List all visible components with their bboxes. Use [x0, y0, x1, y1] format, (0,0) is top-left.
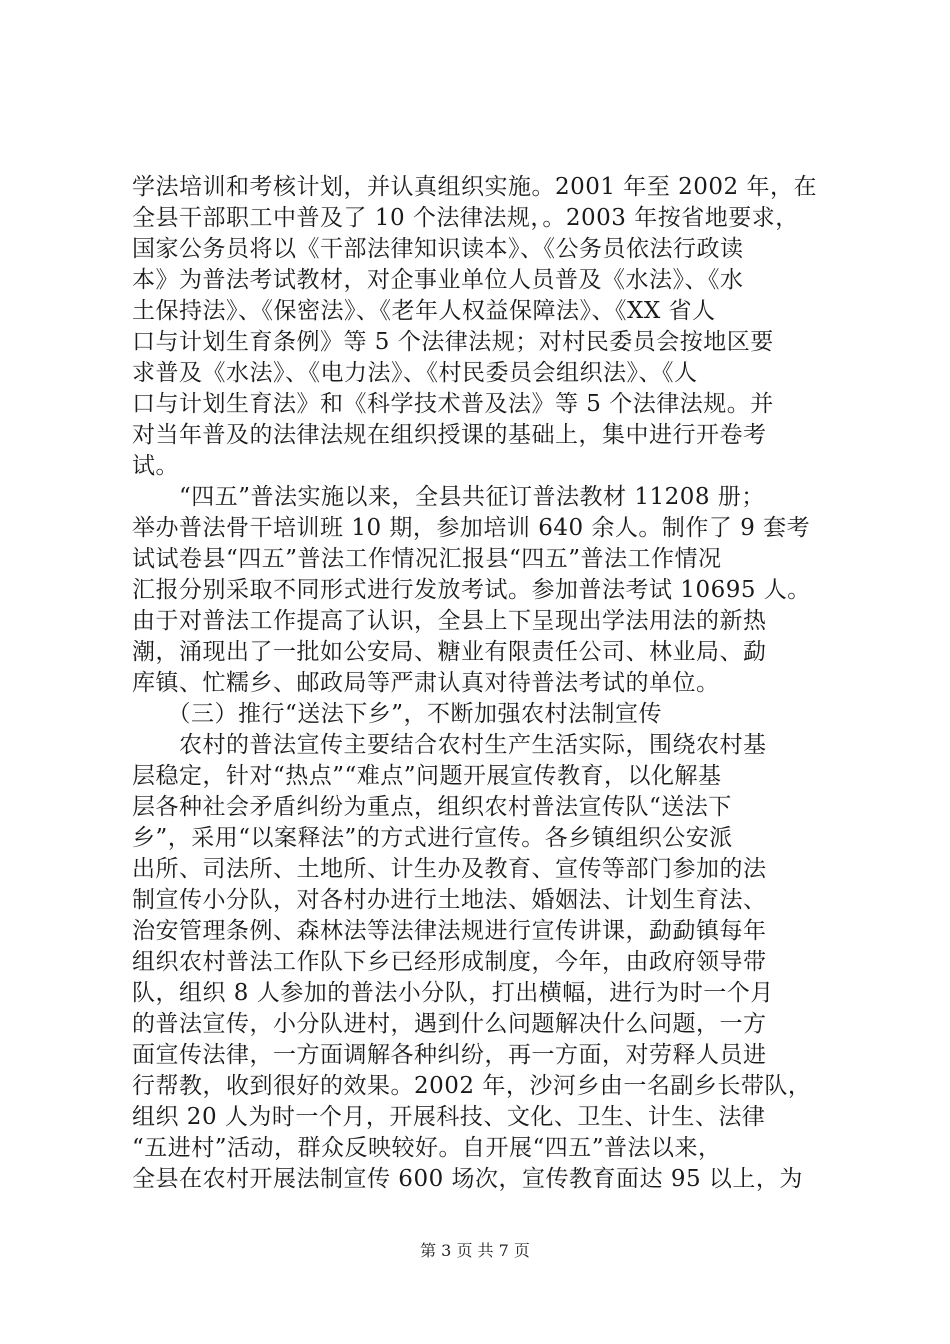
text-line: 组织农村普法工作队下乡已经形成制度，今年，由政府领导带	[132, 949, 767, 975]
text-line: 全县在农村开展法制宣传 600 场次，宣传教育面达 95 以上，为	[132, 1166, 803, 1192]
text-line: 本》为普法考试教材，对企事业单位人员普及《水法》、《水	[132, 267, 744, 293]
text-line: 面宣传法律，一方面调解各种纠纷，再一方面，对劳释人员进	[132, 1042, 767, 1068]
text-line: 国家公务员将以《干部法律知识读本》、《公务员依法行政读	[132, 236, 744, 262]
text-line: 组织 20 人为时一个月，开展科技、文化、卫生、计生、法律	[132, 1104, 766, 1130]
text-line: 库镇、忙糯乡、邮政局等严肃认真对待普法考试的单位。	[132, 670, 720, 696]
text-line: 的普法宣传，小分队进村，遇到什么问题解决什么问题，一方	[132, 1011, 767, 1037]
text-line: 试试卷县“四五”普法工作情况汇报县“四五”普法工作情况	[132, 546, 722, 572]
text-line: 由于对普法工作提高了认识，全县上下呈现出学法用法的新热	[132, 608, 767, 634]
text-line: 土保持法》、《保密法》、《老年人权益保障法》、《XX 省人	[132, 298, 716, 324]
text-line: “五进村”活动，群众反映较好。自开展“四五”普法以来，	[132, 1135, 722, 1161]
text-line: （三）推行“送法下乡”，不断加强农村法制宣传	[132, 701, 663, 727]
text-line: 治安管理条例、森林法等法律法规进行宣传讲课，勐勐镇每年	[132, 918, 767, 944]
text-line: 行帮教，收到很好的效果。2002 年，沙河乡由一名副乡长带队，	[132, 1073, 812, 1099]
text-line: 口与计划生育条例》等 5 个法律法规；对村民委员会按地区要	[132, 329, 774, 355]
text-line: 层各种社会矛盾纠纷为重点，组织农村普法宣传队“送法下	[132, 794, 732, 820]
body-text	[132, 172, 842, 1195]
text-line: 潮，涌现出了一批如公安局、糖业有限责任公司、林业局、勐	[132, 639, 767, 665]
text-line: 农村的普法宣传主要结合农村生产生活实际，围绕农村基	[132, 732, 767, 758]
text-line: 试。	[132, 453, 179, 479]
text-line: 制宣传小分队，对各村办进行土地法、婚姻法、计划生育法、	[132, 887, 767, 913]
text-line: 汇报分别采取不同形式进行发放考试。参加普法考试 10695 人。	[132, 577, 811, 603]
text-line: 学法培训和考核计划，并认真组织实施。2001 年至 2002 年，在	[132, 174, 817, 200]
text-line: 求普及《水法》、《电力法》、《村民委员会组织法》、《人	[132, 360, 698, 386]
text-line: 全县干部职工中普及了 10 个法律法规，。2003 年按省地要求，	[132, 205, 799, 231]
page-footer: 第 3 页 共 7 页	[420, 1241, 530, 1260]
text-line: 层稳定，针对“热点”“难点”问题开展宣传教育，以化解基	[132, 763, 722, 789]
text-line: 出所、司法所、土地所、计生办及教育、宣传等部门参加的法	[132, 856, 767, 882]
text-line: 乡”，采用“以案释法”的方式进行宣传。各乡镇组织公安派	[132, 825, 733, 851]
text-line: “四五”普法实施以来，全县共征订普法教材 11208 册；	[132, 484, 765, 510]
text-line: 对当年普及的法律法规在组织授课的基础上，集中进行开卷考	[132, 422, 767, 448]
text-line: 口与计划生育法》和《科学技术普及法》等 5 个法律法规。并	[132, 391, 774, 417]
text-line: 队，组织 8 人参加的普法小分队，打出横幅，进行为时一个月	[132, 980, 774, 1006]
text-line: 举办普法骨干培训班 10 期，参加培训 640 余人。制作了 9 套考	[132, 515, 811, 541]
